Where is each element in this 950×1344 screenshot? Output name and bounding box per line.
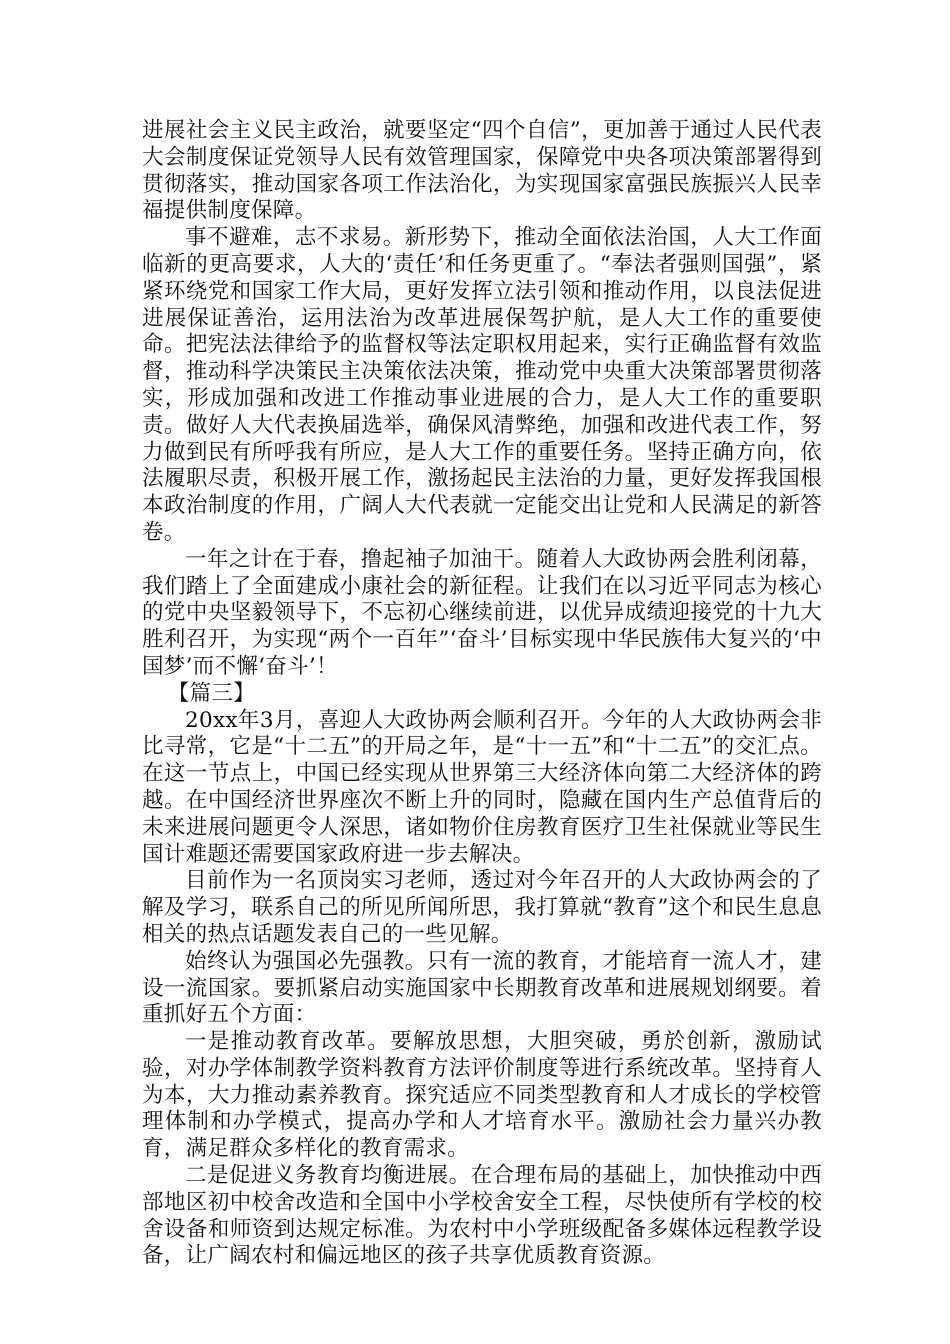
paragraph: 20xx年3月，喜迎人大政协两会顺利召开。今年的人大政协两会非比寻常，它是“十二五”的开局之年，是“十一五”和“十二五”的交汇点。在这一节点上，中国已经实现从世界第三大经济体向第二大经济体的跨越。在中国经济世界座次不断上升的同时，隐藏在国内生产总值背后的未来进展问题更令人深思，诸如物价住房教育医疗卫生社保就业等民生国计难题还需要国家政府进一步去解决。 [142, 707, 822, 867]
paragraph: 目前作为一名顶岗实习老师，透过对今年召开的人大政协两会的了解及学习，联系自己的所见所闻所思，我打算就“教育”这个和民生息息相关的热点话题发表自己的一些见解。 [142, 868, 822, 947]
paragraph: 二是促进义务教育均衡进展。在合理布局的基础上，加快推动中西部地区初中校舍改造和全国中小学校舍安全工程，尽快使所有学校的校舍设备和师资到达规定标准。为农村中小学班级配备多媒体远程教学设备，让广阔农村和偏远地区的孩子共享优质教育资源。 [142, 1163, 822, 1269]
paragraph: 事不避难，志不求易。新形势下，推动全面依法治国，人大工作面临新的更高要求，人大的‘责任’和任务更重了。“奉法者强则国强”，紧紧环绕党和国家工作大局，更好发挥立法引领和推动作用，以良法促进进展保证善治，运用法治为改革进展保驾护航，是人大工作的重要使命。把宪法法律给予的监督权等法定职权用起来，实行正确监督有效监督，推动科学决策民主决策依法决策，推动党中央重大决策部署贯彻落实，形成加强和改进工作推动事业进展的合力，是人大工作的重要职责。做好人大代表换届选举，确保风清弊绝，加强和改进代表工作，努力做到民有所呼我有所应，是人大工作的重要任务。坚持正确方向，依法履职尽责，积极开展工作，激扬起民主法治的力量，更好发挥我国根本政治制度的作用，广阔人大代表就一定能交出让党和人民满足的新答卷。 [142, 225, 822, 545]
section-heading: 【篇三】 [167, 680, 255, 706]
paragraph-continuation: 进展社会主义民主政治，就要坚定“四个自信”，更加善于通过人民代表大会制度保证党领导人民有效管理国家，保障党中央各项决策部署得到贯彻落实，推动国家各项工作法治化，为实现国家富强民族振兴人民幸福提供制度保障。 [142, 118, 822, 224]
paragraph: 始终认为强国必先强教。只有一流的教育，才能培育一流人才，建设一流国家。要抓紧启动实施国家中长期教育改革和进展规划纲要。着重抓好五个方面： [142, 948, 822, 1028]
paragraph: 一年之计在于春，撸起袖子加油干。随着人大政协两会胜利闭幕，我们踏上了全面建成小康社会的新征程。让我们在以习近平同志为核心的党中央坚毅领导下，不忘初心继续前进，以优异成绩迎接党的十九大胜利召开，为实现“两个一百年”‘奋斗’目标实现中华民族伟大复兴的‘中国梦’而不懈‘奋斗’！ [142, 546, 822, 679]
document-page [142, 118, 822, 1270]
paragraph: 一是推动教育改革。要解放思想，大胆突破，勇於创新，激励试验，对办学体制教学资料教育方法评价制度等进行系统改革。坚持育人为本，大力推动素养教育。探究适应不同类型教育和人才成长的学校管理体制和办学模式，提高办学和人才培育水平。激励社会力量兴办教育，满足群众多样化的教育需求。 [142, 1029, 822, 1162]
